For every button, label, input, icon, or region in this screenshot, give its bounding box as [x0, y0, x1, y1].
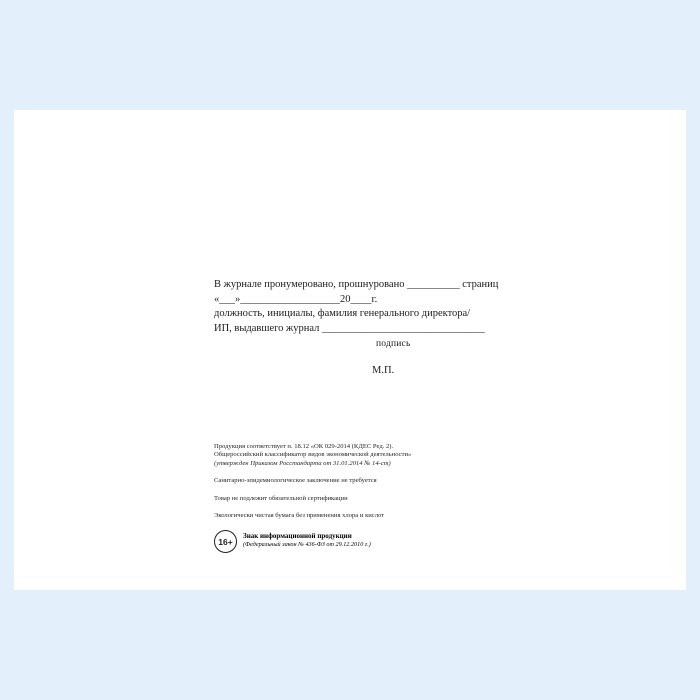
- legal-okved-line-3: (утвержден Приказом Росстандарта от 31.01.2014 № 14-ст): [214, 459, 391, 467]
- journal-certification-block: [214, 278, 524, 378]
- stamp-place-label: М.П.: [372, 364, 395, 376]
- journal-position-line: должность, инициалы, фамилия генерального директора/: [214, 308, 471, 319]
- journal-pages-line: В журнале пронумеровано, прошнуровано __________ страниц: [214, 279, 499, 290]
- legal-okved-line-2: Общероссийский классификатор видов экономической деятельности»: [214, 451, 412, 459]
- age-rating-law-reference: (Федеральный закон № 436-ФЗ от 29.12.2010 г.): [243, 540, 371, 548]
- age-rating-text: [243, 529, 371, 549]
- legal-paragraph-sanitary: Санитарно-эпидемиологическое заключение не требуется: [214, 477, 377, 485]
- document-page: [14, 110, 686, 590]
- legal-paragraph-eco-paper: Экологически чистая бумага без применения хлора и кислот: [214, 512, 385, 520]
- journal-date-line: «___»___________________20____г.: [214, 293, 378, 305]
- journal-issuer-line: ИП, выдавшего журнал _______________________________: [214, 322, 485, 334]
- age-rating-block: [214, 529, 371, 553]
- legal-okved-line-1: Продукция соответствует п. 18.12 «ОК 029-2014 (КДЕС Ред. 2).: [214, 443, 394, 450]
- age-rating-icon: 16+: [214, 530, 237, 553]
- signature-caption: подпись: [376, 339, 411, 349]
- age-rating-title: Знак информационной продукции: [243, 532, 352, 540]
- legal-notices-block: [214, 443, 534, 520]
- legal-paragraph-certification: Товар не подлежит обязательной сертификации: [214, 494, 348, 502]
- legal-paragraph-okved: [214, 443, 534, 468]
